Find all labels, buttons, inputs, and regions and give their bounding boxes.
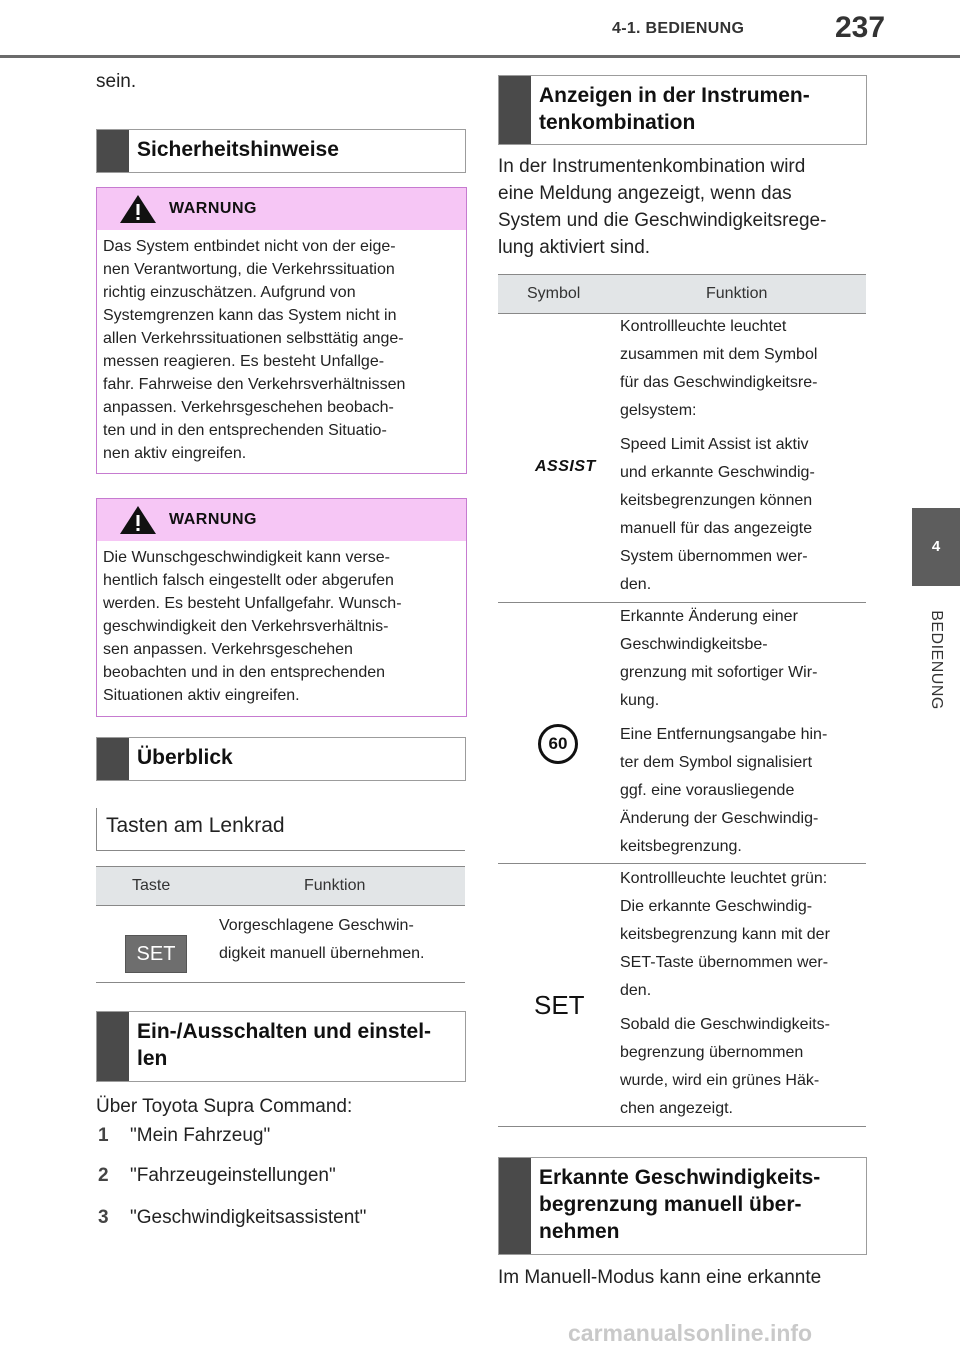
section-bar (97, 738, 129, 780)
section-title-line: nehmen (539, 1220, 620, 1243)
step-item (98, 1125, 270, 1147)
warning-label: WARNUNG (169, 511, 257, 528)
warning-line: Situationen aktiv eingreifen. (103, 687, 300, 704)
warning-line: anpassen. Verkehrsgeschehen beobach- (103, 399, 394, 416)
cell-line: für das Geschwindigkeitsre- (620, 374, 818, 391)
set-key-icon: SET (125, 935, 187, 973)
warning-label: WARNUNG (169, 200, 257, 217)
step-text: "Fahrzeugeinstellungen" (130, 1165, 336, 1186)
section-heading-onoff (96, 1011, 466, 1082)
text-line: In der Instrumentenkombination wird (498, 156, 806, 177)
column-header-function: Funktion (706, 285, 768, 302)
warning-line: fahr. Fahrweise den Verkehrsverhältnissen (103, 376, 406, 393)
warning-box-2 (96, 498, 467, 717)
symbol-function-text (620, 313, 817, 599)
symbol-function-text (620, 865, 830, 1123)
header-section-title: 4-1. BEDIENUNG (612, 20, 745, 37)
warning-header (97, 499, 466, 541)
warning-line: richtig einzuschätzen. Aufgrund von (103, 284, 356, 301)
step-number: 3 (98, 1207, 109, 1228)
warning-line: allen Verkehrssituationen selbsttätig ange- (103, 330, 404, 347)
step-item (98, 1165, 336, 1187)
section-title-line: Anzeigen in der Instrumen- (539, 84, 810, 107)
cell-line: Änderung der Geschwindig- (620, 810, 819, 827)
cell-line: Eine Entfernungsangabe hin- (620, 726, 828, 743)
cell-line: Erkannte Änderung einer (620, 608, 798, 625)
cell-line: digkeit manuell übernehmen. (219, 945, 425, 962)
warning-box-1 (96, 187, 467, 474)
section-bar (499, 1158, 531, 1254)
section-heading-safety (96, 129, 466, 173)
section-title-line: Erkannte Geschwindigkeits- (539, 1166, 821, 1189)
section-title: Sicherheitshinweise (137, 138, 339, 161)
section-title (531, 1158, 828, 1254)
section-heading-overview (96, 737, 466, 781)
cell-line: keitsbegrenzung kann mit der (620, 926, 830, 943)
warning-line: geschwindigkeit den Verkehrsverhältnis- (103, 618, 389, 635)
cell-line: ggf. eine vorausliegende (620, 782, 795, 799)
warning-line: nen aktiv eingreifen. (103, 445, 247, 462)
cell-line: keitsbegrenzung. (620, 838, 742, 855)
text-line: eine Meldung angezeigt, wenn das (498, 183, 792, 204)
section-bar (97, 130, 129, 172)
cell-line: manuell für das angezeigte (620, 520, 813, 537)
step-text: "Mein Fahrzeug" (130, 1125, 271, 1146)
key-table-bottom-rule (96, 982, 465, 983)
step-number: 2 (98, 1165, 109, 1186)
warning-text (97, 541, 466, 715)
warning-line: ten und in den entsprechenden Situatio- (103, 422, 387, 439)
section-bar (97, 1012, 129, 1081)
key-table-header (96, 866, 465, 906)
step-item (98, 1207, 366, 1229)
warning-header (97, 188, 466, 230)
column-header-key: Taste (132, 877, 171, 894)
warning-text (97, 230, 466, 473)
text-line: lung aktiviert sind. (498, 237, 651, 258)
cell-line: Die erkannte Geschwindig- (620, 898, 813, 915)
cell-line: wurde, wird ein grünes Häk- (620, 1072, 820, 1089)
cell-line: chen angezeigt. (620, 1100, 733, 1117)
cell-line: grenzung mit sofortiger Wir- (620, 664, 818, 681)
cell-line: den. (620, 982, 652, 999)
symbol-table-header (498, 274, 866, 314)
warning-line: Das System entbindet nicht von der eige- (103, 238, 396, 255)
section-title (129, 1012, 439, 1081)
page-number: 237 (835, 11, 886, 44)
warning-line: sen anpassen. Verkehrsgeschehen (103, 641, 353, 658)
cell-line: zusammen mit dem Symbol (620, 346, 818, 363)
warning-line: werden. Es besteht Unfallgefahr. Wunsch- (103, 595, 402, 612)
cell-line: Speed Limit Assist ist aktiv (620, 436, 809, 453)
section-title-line: Ein-/Ausschalten und einstel- (137, 1020, 432, 1043)
watermark: carmanualsonline.info (568, 1320, 813, 1346)
cell-line: Kontrollleuchte leuchtet grün: (620, 870, 828, 887)
section-title: Überblick (137, 746, 233, 769)
cell-line: und erkannte Geschwindig- (620, 464, 815, 481)
cell-line: SET-Taste übernommen wer- (620, 954, 829, 971)
column-header-symbol: Symbol (527, 285, 581, 302)
key-function-text (219, 912, 424, 968)
cell-line: kung. (620, 692, 660, 709)
section-title-line: tenkombination (539, 111, 696, 134)
warning-line: Die Wunschgeschwindigkeit kann verse- (103, 549, 390, 566)
warning-triangle-icon (119, 194, 157, 224)
column-header-function: Funktion (304, 877, 366, 894)
speed-limit-sign-icon: 60 (538, 724, 578, 764)
text-line: System und die Geschwindigkeitsrege- (498, 210, 827, 231)
cell-line: Sobald die Geschwindigkeits- (620, 1016, 830, 1033)
step-text: "Geschwindigkeitsassistent" (130, 1207, 367, 1228)
warning-line: nen Verantwortung, die Verkehrssituation (103, 261, 395, 278)
subheading-rule-left (96, 808, 97, 850)
cell-line: den. (620, 576, 652, 593)
assist-symbol-icon: ASSIST (535, 458, 596, 475)
cell-line: System übernommen wer- (620, 548, 808, 565)
symbol-table-bottom-rule (498, 1126, 866, 1127)
warning-line: Systemgrenzen kann das System nicht in (103, 307, 397, 324)
section-heading-manual (498, 1157, 867, 1255)
section-heading-display (498, 75, 867, 145)
set-symbol-icon: SET (534, 990, 585, 1020)
subheading-rule-bottom (96, 850, 465, 851)
cell-line: gelsystem: (620, 402, 697, 419)
chapter-tab-label: BEDIENUNG (928, 610, 945, 710)
section-bar (499, 76, 531, 144)
command-intro: Über Toyota Supra Command: (96, 1096, 353, 1117)
section-title-line: begrenzung manuell über- (539, 1193, 802, 1216)
step-number: 1 (98, 1125, 109, 1146)
warning-line: messen reagieren. Es besteht Unfallge- (103, 353, 385, 370)
cell-line: Geschwindigkeitsbe- (620, 636, 768, 653)
warning-line: beobachten und in den entsprechenden (103, 664, 386, 681)
cell-line: Vorgeschlagene Geschwin- (219, 917, 414, 934)
header-rule (0, 55, 960, 58)
intro-text: sein. (96, 71, 137, 92)
manual-text: Im Manuell-Modus kann eine erkannte (498, 1267, 822, 1288)
display-text (498, 153, 826, 261)
warning-line: hentlich falsch eingestellt oder abgerufen (103, 572, 394, 589)
warning-triangle-icon (119, 505, 157, 535)
cell-line: begrenzung übernommen (620, 1044, 804, 1061)
symbol-table-row-rule (498, 863, 866, 864)
section-title (531, 76, 818, 144)
cell-line: Kontrollleuchte leuchtet (620, 318, 787, 335)
chapter-tab: 4 (912, 508, 960, 586)
cell-line: keitsbegrenzungen können (620, 492, 813, 509)
cell-line: ter dem Symbol signalisiert (620, 754, 813, 771)
subheading-steering-keys: Tasten am Lenkrad (106, 814, 285, 837)
section-title-line: len (137, 1047, 168, 1070)
symbol-function-text (620, 603, 827, 861)
